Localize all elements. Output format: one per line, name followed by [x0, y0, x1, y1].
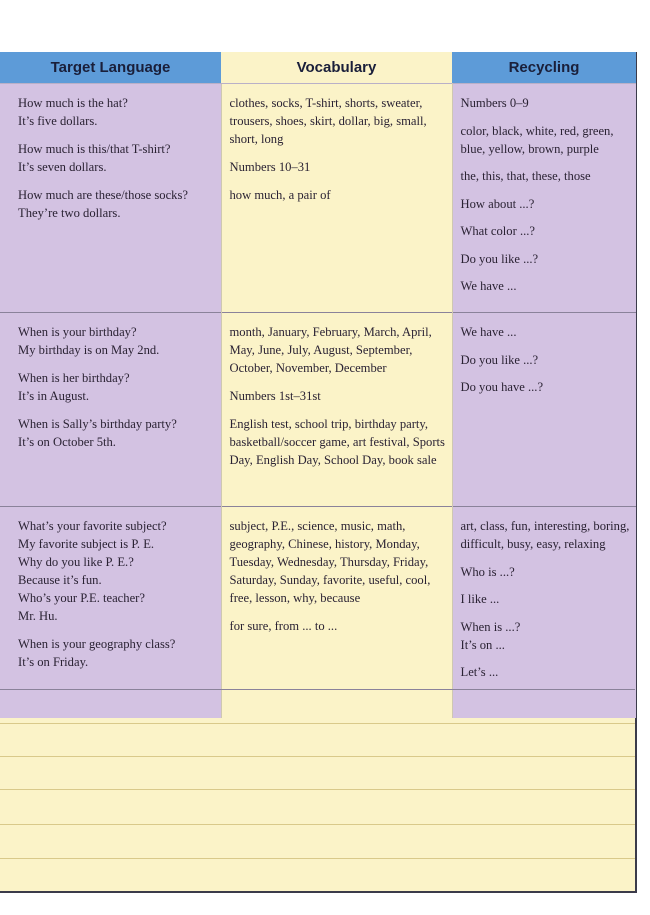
vocabulary-cell: [221, 84, 452, 313]
recycling-cell: [452, 313, 636, 507]
recycling-item: the, this, that, these, those: [460, 169, 591, 183]
notes-area: [0, 689, 635, 892]
vocabulary-item: for sure, from ... to ...: [229, 619, 338, 633]
language-line: It’s seven dollars.: [18, 160, 107, 174]
language-line: It’s five dollars.: [18, 114, 98, 128]
recycling-item: I like ...: [460, 592, 500, 606]
language-group: [18, 323, 215, 359]
recycling-item: color, black, white, red, green, blue, yellow, brown, purple: [460, 123, 614, 156]
language-line: What’s your favorite subject?: [18, 519, 167, 533]
vocabulary-item: how much, a pair of: [229, 188, 331, 202]
language-group: [18, 94, 215, 130]
vocabulary-cell: [221, 507, 452, 719]
language-line: Because it’s fun.: [18, 573, 102, 587]
recycling-item: Do you have ...?: [460, 380, 544, 394]
ruled-line: [0, 858, 635, 859]
language-line: When is her birthday?: [18, 371, 130, 385]
vocabulary-item: English test, school trip, birthday party, basketball/soccer game, art festival, Sports Day, English Day, School Day, book sale: [229, 417, 445, 467]
unit-row-2: [0, 313, 636, 507]
recycling-item: We have ...: [460, 279, 517, 293]
recycling-item: Do you like ...?: [460, 352, 539, 367]
language-line: How much is the hat?: [18, 96, 128, 110]
language-line: When is your geography class?: [18, 637, 176, 651]
language-group: [18, 140, 215, 176]
vocabulary-item: Numbers 10–31: [229, 160, 311, 174]
syllabus-page: [0, 52, 637, 893]
recycling-item: We have ...: [460, 325, 517, 339]
ruled-line: [0, 723, 635, 724]
syllabus-table: [0, 52, 636, 718]
vocabulary-item: subject, P.E., science, music, math, geography, Chinese, history, Monday, Tuesday, Wednesday, Thursday, Friday, Saturday, Sunday, favorite, useful, cool, free, lesson, why, because: [229, 519, 431, 605]
recycling-cell: [452, 84, 636, 313]
recycling-item: Numbers 0–9: [460, 96, 529, 110]
target-language-cell: [0, 313, 221, 507]
language-group: [18, 415, 215, 451]
vocabulary-item: month, January, February, March, April, May, June, July, August, September, October, November, December: [229, 325, 432, 375]
language-line: When is Sally’s birthday party?: [18, 417, 177, 431]
recycling-item: What color ...?: [460, 224, 535, 238]
language-line: Why do you like P. E.?: [18, 555, 134, 569]
unit-row-1: [0, 84, 636, 313]
ruled-line: [0, 824, 635, 825]
recycling-cell: [452, 507, 636, 719]
language-line: It’s on October 5th.: [18, 435, 116, 449]
language-group: [18, 369, 215, 405]
language-line: When is your birthday?: [18, 325, 137, 339]
language-line: How much are these/those socks?: [18, 188, 188, 202]
recycling-item: When is ...? It’s on ...: [460, 619, 521, 652]
target-language-cell: [0, 507, 221, 719]
language-line: It’s in August.: [18, 389, 90, 403]
language-group: [18, 517, 215, 625]
recycling-item: Do you like ...?: [460, 251, 539, 266]
header-vocabulary: Vocabulary: [221, 52, 452, 84]
ruled-line: [0, 756, 635, 757]
language-line: Who’s your P.E. teacher?: [18, 591, 145, 605]
recycling-item: Who is ...?: [460, 564, 515, 579]
vocabulary-item: Numbers 1st–31st: [229, 389, 321, 403]
header-row: [0, 52, 636, 84]
target-language-cell: [0, 84, 221, 313]
language-line: Mr. Hu.: [18, 609, 58, 623]
language-group: [18, 186, 215, 222]
header-target-language: Target Language: [0, 52, 221, 84]
language-group: [18, 635, 215, 671]
recycling-item: How about ...?: [460, 196, 535, 211]
vocabulary-item: clothes, socks, T-shirt, shorts, sweater, trousers, shoes, skirt, dollar, big, small, short, long: [229, 96, 427, 146]
ruled-line: [0, 789, 635, 790]
unit-row-3: [0, 507, 636, 719]
vocabulary-cell: [221, 313, 452, 507]
language-line: My birthday is on May 2nd.: [18, 343, 160, 357]
language-line: It’s on Friday.: [18, 655, 89, 669]
recycling-item: Let’s ...: [460, 665, 499, 679]
language-line: They’re two dollars.: [18, 206, 121, 220]
recycling-item: art, class, fun, interesting, boring, difficult, busy, easy, relaxing: [460, 519, 630, 551]
language-line: How much is this/that T-shirt?: [18, 142, 171, 156]
header-recycling: Recycling: [452, 52, 636, 84]
language-line: My favorite subject is P. E.: [18, 537, 155, 551]
